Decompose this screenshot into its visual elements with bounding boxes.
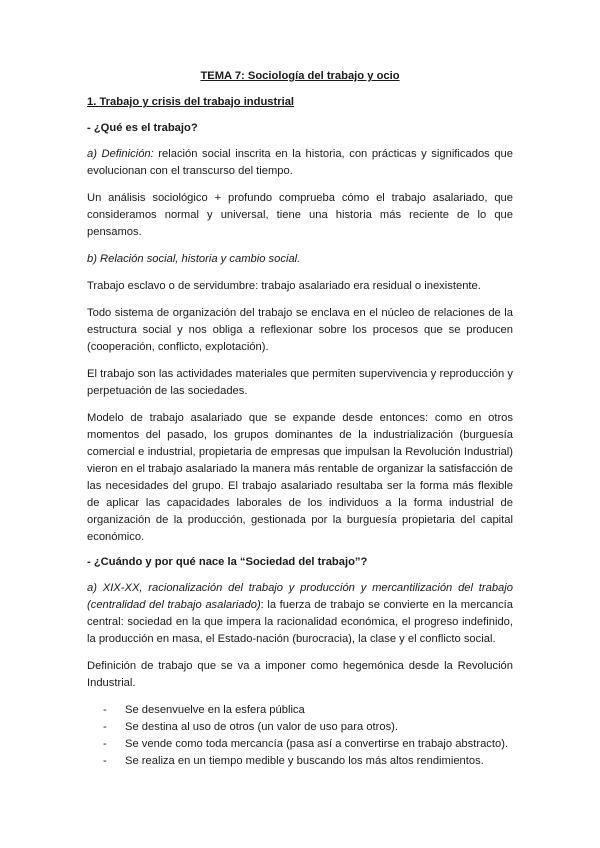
paragraph-9: Definición de trabajo que se va a imponer como hegemónica desde la Revolución Industrial. — [87, 660, 513, 689]
paragraph-7: Modelo de trabajo asalariado que se expande desde entonces: como en otros momentos del pasado, los grupos dominantes de la industrialización (burguesía comercial e industrial, propietaria de empresas que impulsan la Revolución Industrial) vieron en el trabajo asalariado la manera más rentable de organizar la satisfacción de las necesidades del grupo. El trabajo asalariado resultaba ser la forma más flexible de aplicar las capacidades laborales de los individuos a la forma industrial de organización de la producción, gestionada por la burguesía propietaria del capital económico. — [87, 412, 513, 543]
bullet-dash: - — [103, 704, 107, 716]
bullet-list — [87, 702, 513, 770]
bullet-dash: - — [103, 738, 107, 750]
paragraph-8 — [87, 580, 513, 648]
paragraph-3: b) Relación social, historia y cambio social. — [87, 253, 301, 265]
section-heading: 1. Trabajo y crisis del trabajo industrial — [87, 96, 295, 108]
document-title: TEMA 7: Sociología del trabajo y ocio — [200, 70, 400, 82]
list-item — [103, 736, 513, 753]
definition-label: a) Definición: — [87, 148, 154, 160]
list-item — [103, 753, 513, 770]
list-item-text: Se destina al uso de otros (un valor de uso para otros). — [125, 721, 399, 733]
list-item — [103, 719, 513, 736]
bullet-dash: - — [103, 755, 107, 767]
paragraph-2: Un análisis sociológico + profundo comprueba cómo el trabajo asalariado, que consideramos normal y universal, tiene una historia más reciente de lo que pensamos. — [87, 192, 513, 238]
list-item — [103, 702, 513, 719]
paragraph-8-label: a) XIX-XX, racionalización del trabajo y producción y mercantilización del trabajo (centralidad del trabajo asalariado) — [87, 582, 513, 611]
question-heading-1: - ¿Qué es el trabajo? — [87, 122, 198, 134]
paragraph-8-text: : la fuerza de trabajo se convierte en la mercancía central: sociedad en la que impera la racionalidad económica, el progreso indefinido, la producción en masa, el Estado-nación (burocracia), la clase y el conflicto social. — [87, 599, 514, 645]
paragraph-4: Trabajo esclavo o de servidumbre: trabajo asalariado era residual o inexistente. — [87, 280, 481, 292]
question-heading-2: - ¿Cuándo y por qué nace la “Sociedad del trabajo”? — [87, 556, 368, 568]
paragraph-5: Todo sistema de organización del trabajo se enclava en el núcleo de relaciones de la estructura social y nos obliga a reflexionar sobre los procesos que se producen (cooperación, conflicto, explotación). — [87, 307, 513, 353]
list-item-text: Se realiza en un tiempo medible y buscando los más altos rendimientos. — [125, 755, 484, 767]
definition-text: relación social inscrita en la historia, con prácticas y significados que evolucionan con el transcurso del tiempo. — [87, 148, 513, 177]
list-item-text: Se desenvuelve en la esfera pública — [125, 704, 305, 716]
paragraph-definition — [87, 146, 513, 180]
bullet-dash: - — [103, 721, 107, 733]
list-item-text: Se vende como toda mercancía (pasa así a convertirse en trabajo abstracto). — [125, 738, 509, 750]
paragraph-6: El trabajo son las actividades materiales que permiten supervivencia y reproducción y perpetuación de las sociedades. — [87, 368, 513, 397]
